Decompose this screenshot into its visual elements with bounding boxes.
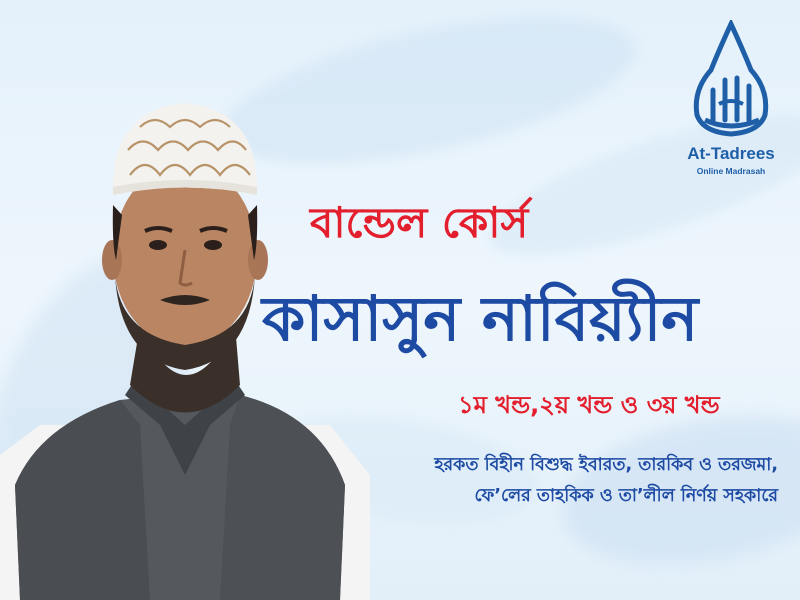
brand-logo xyxy=(672,20,790,176)
course-title: কাসাসুন নাবিয়্যীন xyxy=(262,282,699,355)
brand-name: At-Tadrees xyxy=(687,144,775,163)
description-line-2: ফে’লের তাহকিক ও তা’লীল নির্ণয় সহকারে xyxy=(474,485,778,506)
description-line-1: হরকত বিহীন বিশুদ্ধ ইবারত, তারকিব ও তরজমা, xyxy=(434,455,778,475)
course-description xyxy=(434,450,778,511)
brand-subtitle: Online Madrasah xyxy=(696,166,766,176)
course-volumes: ১ম খন্ড,২য় খন্ড ও ৩য় খন্ড xyxy=(458,391,720,419)
calligraphy-logo-icon xyxy=(681,20,781,140)
course-type-label: বান্ডেল কোর্স xyxy=(310,198,529,247)
